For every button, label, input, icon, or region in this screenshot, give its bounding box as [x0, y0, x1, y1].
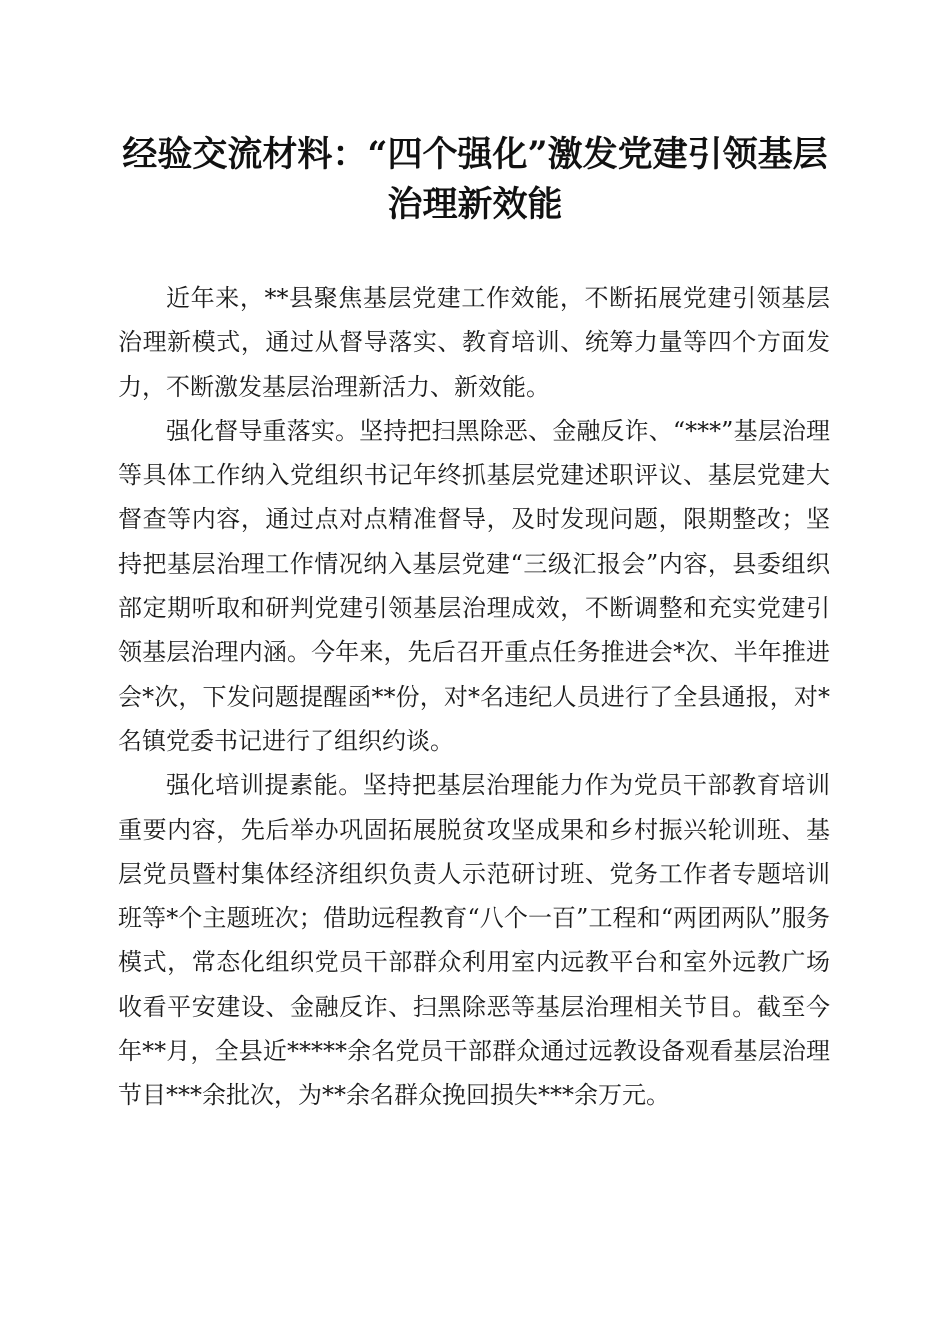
paragraph-supervision: 强化督导重落实。坚持把扫黑除恶、金融反诈、“***”基层治理等具体工作纳入党组织书记年终抓基层党建述职评议、基层党建大督查等内容，通过点对点精准督导，及时发现问题，限期整改；坚持把基层治理工作情况纳入基层党建“三级汇报会”内容，县委组织部定期听取和研判党建引领基层治理成效，不断调整和充实党建引领基层治理内涵。今年来，先后召开重点任务推进会*次、半年推进会*次，下发问题提醒函**份，对*名违纪人员进行了全县通报，对*名镇党委书记进行了组织约谈。: [118, 416, 830, 755]
document-body: [118, 276, 830, 1118]
paragraph-intro: 近年来，**县聚焦基层党建工作效能，不断拓展党建引领基层治理新模式，通过从督导落实、教育培训、统筹力量等四个方面发力，不断激发基层治理新活力、新效能。: [118, 284, 830, 401]
document-title: 经验交流材料：“四个强化”激发党建引领基层治理新效能: [122, 134, 828, 225]
paragraph-training: 强化培训提素能。坚持把基层治理能力作为党员干部教育培训重要内容，先后举办巩固拓展脱贫攻坚成果和乡村振兴轮训班、基层党员暨村集体经济组织负责人示范研讨班、党务工作者专题培训班等*个主题班次；借助远程教育“八个一百”工程和“两团两队”服务模式，常态化组织党员干部群众利用室内远教平台和室外远教广场收看平安建设、金融反诈、扫黑除恶等基层治理相关节目。截至今年**月，全县近*****余名党员干部群众通过远教设备观看基层治理节目***余批次，为**余名群众挽回损失***余万元。: [118, 771, 830, 1110]
